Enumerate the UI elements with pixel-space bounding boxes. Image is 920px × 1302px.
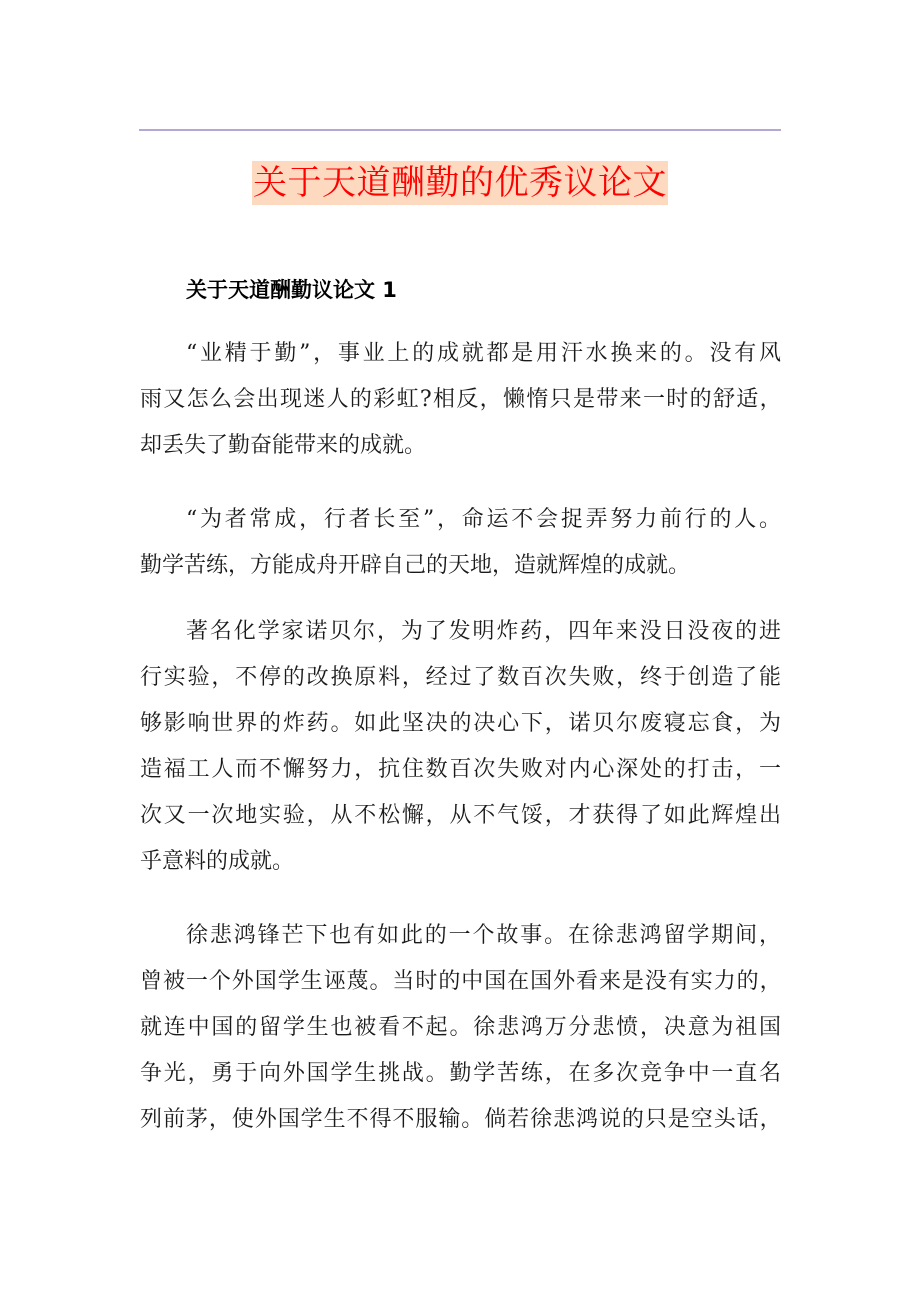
header-divider bbox=[139, 129, 781, 131]
paragraph-line: 行实验，不停的改换原料，经过了数百次失败，终于创造了能 bbox=[140, 665, 781, 690]
paragraph-line: 勤学苦练，方能成舟开辟自己的天地，造就辉煌的成就。 bbox=[140, 553, 691, 578]
paragraph-line: 就连中国的留学生也被看不起。徐悲鸿万分悲愤，决意为祖国 bbox=[140, 1015, 781, 1040]
paragraph-line: 乎意料的成就。 bbox=[140, 849, 295, 874]
section-heading: 关于天道酬勤议论文 1 bbox=[186, 278, 397, 302]
paragraph-line: 曾被一个外国学生诬蔑。当时的中国在国外看来是没有实力的， bbox=[140, 969, 781, 994]
title-container bbox=[0, 161, 920, 205]
paragraph-line: 列前茅，使外国学生不得不服输。倘若徐悲鸿说的只是空头话， bbox=[140, 1107, 781, 1132]
paragraph-line: 次又一次地实验，从不松懈，从不气馁，才获得了如此辉煌出 bbox=[140, 803, 781, 828]
paragraph-line: 著名化学家诺贝尔，为了发明炸药，四年来没日没夜的进 bbox=[186, 619, 781, 644]
paragraph-line: “为者常成，行者长至”，命运不会捉弄努力前行的人。 bbox=[186, 507, 781, 532]
paragraph-3 bbox=[140, 609, 781, 885]
paragraph-4 bbox=[140, 913, 781, 1143]
paragraph-line: 够影响世界的炸药。如此坚决的决心下，诺贝尔废寝忘食，为 bbox=[140, 711, 781, 736]
document-title: 关于天道酬勤的优秀议论文 bbox=[253, 163, 667, 203]
paragraph-line: 争光，勇于向外国学生挑战。勤学苦练，在多次竞争中一直名 bbox=[140, 1061, 781, 1086]
paragraph-line: 造福工人而不懈努力，抗住数百次失败对内心深处的打击，一 bbox=[140, 757, 781, 782]
paragraph-line: 雨又怎么会出现迷人的彩虹?相反，懒惰只是带来一时的舒适， bbox=[140, 387, 781, 412]
paragraph-line: “业精于勤”，事业上的成就都是用汗水换来的。没有风 bbox=[186, 341, 781, 366]
paragraph-1 bbox=[140, 331, 781, 469]
paragraph-line: 徐悲鸿锋芒下也有如此的一个故事。在徐悲鸿留学期间， bbox=[186, 923, 781, 948]
paragraph-2 bbox=[140, 497, 781, 589]
paragraph-line: 却丢失了勤奋能带来的成就。 bbox=[140, 433, 427, 458]
